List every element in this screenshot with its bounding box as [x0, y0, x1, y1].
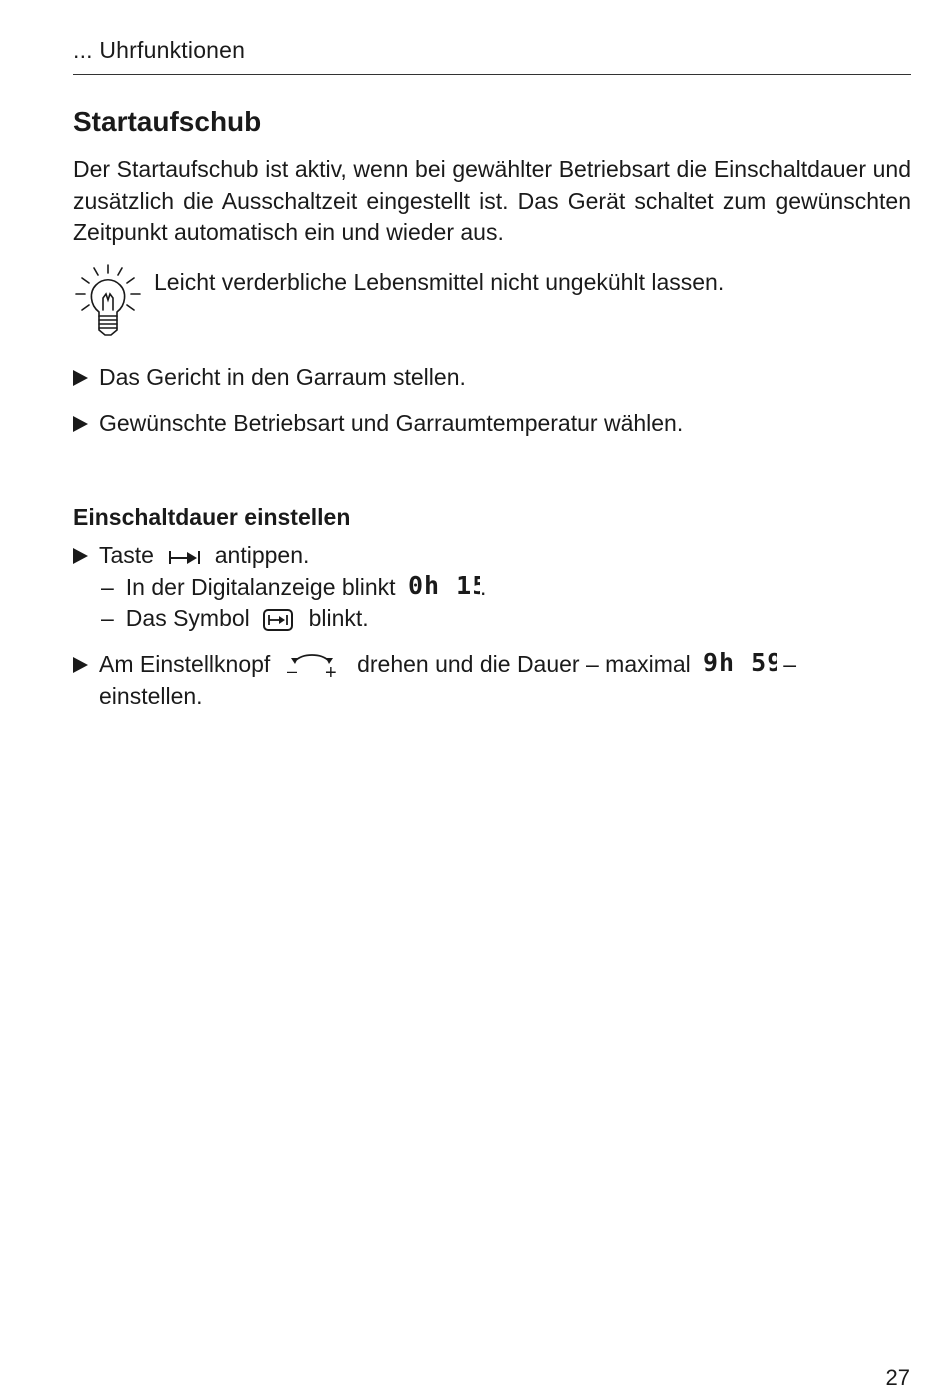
bullet-arrow-icon — [73, 548, 88, 564]
svg-text:9h 59: 9h 59 — [703, 648, 778, 675]
bullet-arrow-icon — [73, 657, 88, 673]
lightbulb-icon — [72, 262, 144, 338]
svg-text:+: + — [324, 661, 337, 680]
tip-text: Leicht verderbliche Lebensmittel nicht ungekühlt lassen. — [154, 269, 725, 295]
duration-symbol-icon — [262, 608, 294, 632]
header-rule — [73, 74, 911, 75]
step-press-key — [73, 539, 309, 571]
substep-symbol-blinks — [101, 602, 369, 634]
running-header: ... Uhrfunktionen — [73, 37, 246, 63]
step-text: Gewünschte Betriebsart und Garraumtemperatur wählen. — [99, 410, 684, 436]
setting-knob-icon — [285, 652, 341, 680]
page-number: 27 — [885, 1365, 910, 1390]
digital-display-value — [408, 572, 480, 606]
step-turn-knob — [73, 648, 796, 683]
substep-text-after: blinkt. — [308, 605, 369, 631]
dash-marker: – — [101, 605, 114, 631]
substep-display-blinks — [101, 571, 486, 606]
step-place-dish — [73, 361, 466, 393]
step-text-after: antippen. — [214, 542, 310, 568]
step-text-end: – — [783, 651, 796, 677]
bullet-arrow-icon — [73, 416, 88, 432]
step-turn-knob-continued: einstellen. — [99, 683, 203, 709]
bullet-arrow-icon — [73, 370, 88, 386]
dash-marker: – — [101, 574, 114, 600]
step-select-mode — [73, 407, 683, 439]
substep-text: In der Digitalanzeige blinkt — [125, 574, 396, 600]
substep-end: . — [479, 574, 487, 600]
step-text: Am Einstellknopf — [99, 651, 271, 677]
svg-text:0h 15: 0h 1 — [407, 571, 473, 598]
step-text-middle: drehen und die Dauer – maximal — [357, 651, 691, 677]
svg-text:–: – — [286, 660, 297, 680]
step-text: Taste — [99, 542, 154, 568]
step-text: Das Gericht in den Garraum stellen. — [99, 364, 466, 390]
digital-display-max — [703, 649, 777, 683]
duration-key-icon — [168, 547, 202, 567]
section-title: Startaufschub — [73, 106, 262, 137]
substep-text: Das Symbol — [125, 605, 250, 631]
intro-paragraph: Der Startaufschub ist aktiv, wenn bei gewählter Betriebsart die Einschaltdauer und zusätzlich die Ausschaltzeit eingestellt ist. Das Gerät schaltet zum gewünschten Zeitpunkt automatisch ein und wieder aus. — [73, 156, 911, 245]
subsection-title: Einschaltdauer einstellen — [73, 504, 351, 530]
